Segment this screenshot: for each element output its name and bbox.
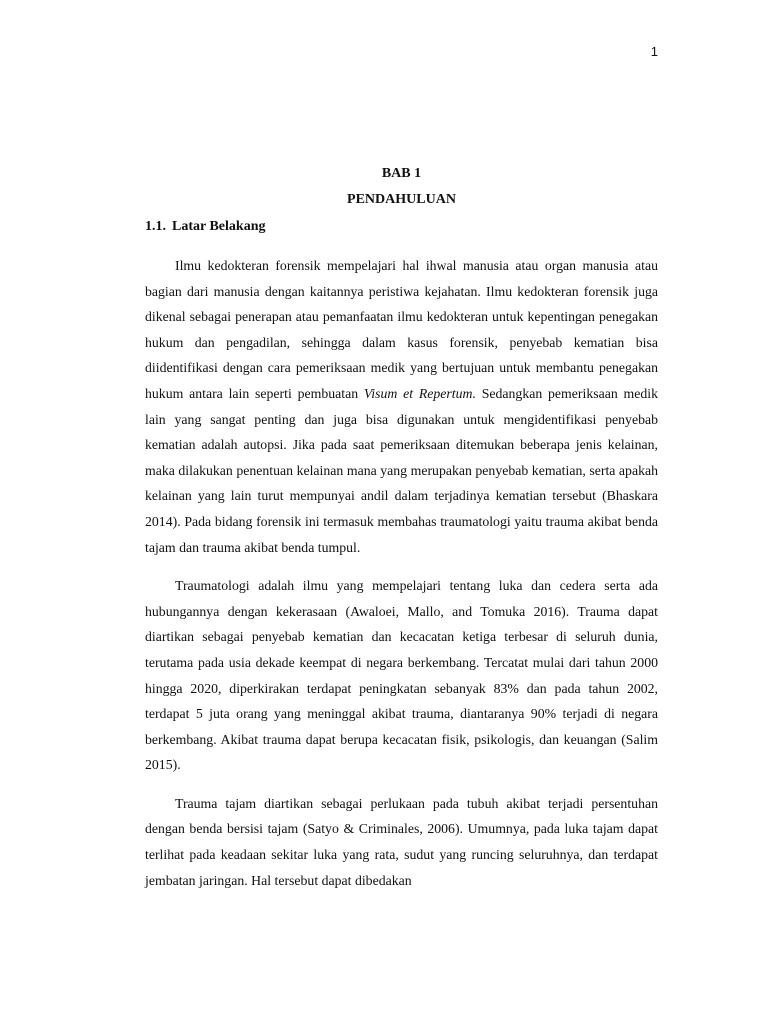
paragraph-1-text-b: Sedangkan pemeriksaan medik lain yang sangat penting dan juga bisa digunakan untuk mengidentifikasi penyebab kematian adalah autopsi. Jika pada saat pemeriksaan ditemukan beberapa jenis kelainan, maka dilakukan penentuan kelainan mana yang merupakan penyebab kematian, serta apakah kelainan yang lain turut mempunyai andil dalam terjadinya kematian tersebut (Bhaskara 2014). Pada bidang forensik ini termasuk membahas traumatologi yaitu trauma akibat benda tajam dan trauma akibat benda tumpul. [145, 385, 658, 555]
paragraph-1-italic-term: Visum et Repertum. [363, 385, 476, 401]
chapter-title: PENDAHULUAN [347, 192, 456, 207]
document-body [145, 253, 658, 893]
chapter-number: BAB 1 [381, 166, 422, 181]
section-heading [145, 219, 265, 235]
page-number: 1 [650, 44, 658, 59]
paragraph-1-text-a: Ilmu kedokteran forensik mempelajari hal ihwal manusia atau organ manusia atau bagian dari manusia dengan kaitannya peristiwa kejahatan. Ilmu kedokteran forensik juga dikenal sebagai penerapan atau pemanfaatan ilmu kedokteran untuk kepentingan penegakan hukum dan pengadilan, sehingga dalam kasus forensik, penyebab kematian bisa diidentifikasi dengan cara pemeriksaan medik yang bertujuan untuk membantu penegakan hukum antara lain seperti pembuatan [145, 258, 658, 401]
section-number: 1.1. [145, 219, 166, 234]
paragraph-2: Traumatologi adalah ilmu yang mempelajari tentang luka dan cedera serta ada hubungannya dengan kekerasaan (Awaloei, Mallo, and Tomuka 2016). Trauma dapat diartikan sebagai penyebab kematian dan kecacatan ketiga terbesar di seluruh dunia, terutama pada usia dekade keempat di negara berkembang. Tercatat mulai dari tahun 2000 hingga 2020, diperkirakan terdapat peningkatan sebanyak 83% dan pada tahun 2002, terdapat 5 juta orang yang meninggal akibat trauma, diantaranya 90% terjadi di negara berkembang. Akibat trauma dapat berupa kecacatan fisik, psikologis, dan keuangan (Salim 2015). [145, 578, 658, 773]
section-title: Latar Belakang [172, 219, 266, 234]
paragraph-3: Trauma tajam diartikan sebagai perlukaan pada tubuh akibat terjadi persentuhan dengan benda bersisi tajam (Satyo & Criminales, 2006). Umumnya, pada luka tajam dapat terlihat pada keadaan sekitar luka yang rata, sudut yang runcing seluruhnya, dan terdapat jembatan jaringan. Hal tersebut dapat dibedakan [145, 795, 658, 888]
paragraph-1 [145, 253, 658, 560]
